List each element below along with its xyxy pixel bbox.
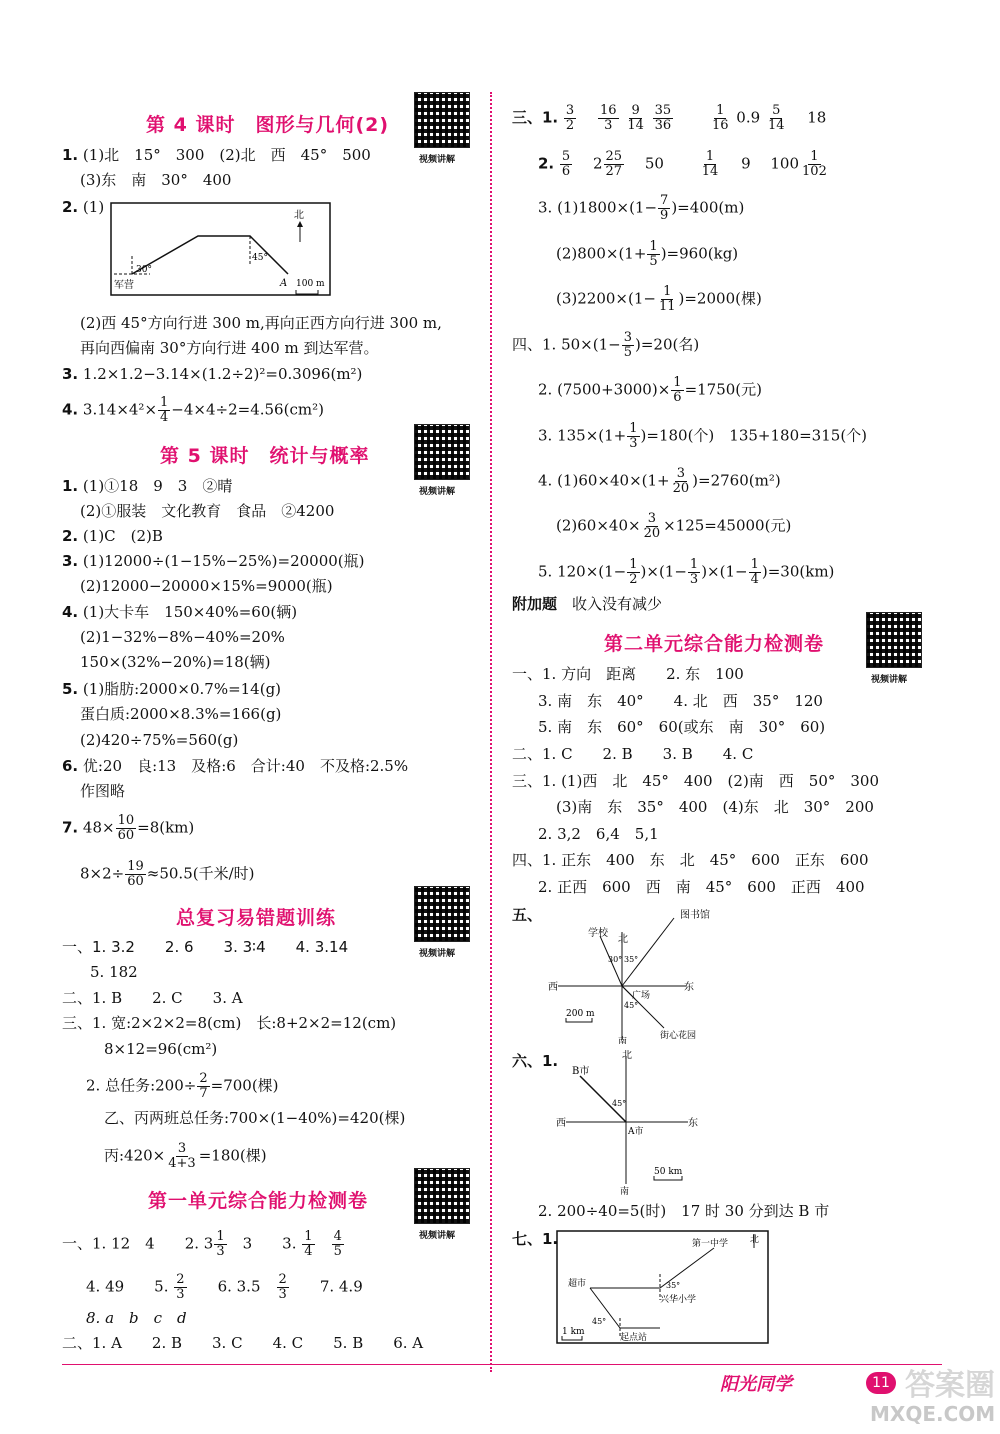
camp-label: 军营 — [114, 280, 134, 291]
fraction: $\frac{3}{4+3}$ — [168, 1141, 196, 1171]
fraction: $\frac{3}{20}$ — [672, 466, 690, 496]
fraction: $\frac{4}{5}$ — [333, 1229, 342, 1259]
fraction: $\frac{1}{2}$ — [629, 557, 638, 587]
answer-line: 三、1. (1)西 北 45° 400 (2)南 西 50° 300 — [512, 772, 880, 790]
scale-label: 100 m — [296, 279, 325, 289]
answer-line: 三、1. $\frac{3}{2}$ $\frac{16}{3}$ $\frac{9}{14}$ $\frac{35}{36}$ $\frac{1}{16}$ 0.9 $\frac{5}{14}$ 18 — [512, 103, 827, 133]
answer-line: 8×12=96(cm²) — [104, 1040, 218, 1058]
east-label: 东 — [684, 982, 694, 993]
a-city-label: A市 — [628, 1127, 644, 1137]
answer-line: 1. (1)①18 9 3 ②晴 — [62, 477, 233, 495]
section-title-unit1: 第一单元综合能力检测卷 — [148, 1190, 369, 1212]
answer-line: 7. 48× $\frac{10}{60}$ =8(km) — [62, 813, 195, 843]
answer-line: 8. a b c d — [86, 1309, 187, 1327]
answer-line: 作图略 — [80, 782, 126, 800]
answer-line: (2)1−32%−8%−40%=20% — [80, 628, 285, 646]
answer-line: (2)60×40× $\frac{3}{20}$ ×125=45000(元) — [556, 511, 792, 541]
qr-code-icon[interactable] — [414, 424, 470, 480]
answer-line: 4. (1)大卡车 150×40%=60(辆) — [62, 603, 298, 621]
answer-line: 4. 3.14×4²× $\frac{1}{4}$ −4×4÷2=4.56(cm²) — [62, 395, 324, 425]
plaza-label: 广场 — [632, 991, 651, 1001]
qr-code-icon[interactable] — [414, 886, 470, 942]
qr-label: 视频讲解 — [419, 487, 456, 497]
answer-line: 2. (1) — [62, 198, 105, 216]
scale-label: 200 m — [566, 1009, 595, 1019]
section-title-review: 总复习易错题训练 — [176, 907, 337, 929]
answer-line: (2)西 45°方向行进 300 m,再向正西方向行进 300 m, — [80, 314, 442, 332]
fraction: $\frac{2}{3}$ — [278, 1272, 287, 1302]
map-diagram-plaza — [540, 904, 740, 1044]
south-label: 南 — [618, 1037, 628, 1044]
brand-logo: 阳光同学 — [720, 1374, 792, 1395]
qr-label: 视频讲解 — [419, 949, 456, 959]
fraction: $\frac{2}{3}$ — [176, 1272, 185, 1302]
fraction: $\frac{5}{14}$ — [767, 103, 785, 133]
qr-label: 视频讲解 — [419, 1231, 456, 1241]
fraction: $\frac{16}{3}$ — [599, 103, 617, 133]
answer-line: 3. (1)12000÷(1−15%−25%)=20000(瓶) — [62, 552, 365, 570]
answer-line: 乙、丙两班总任务:700×(1−40%)=420(棵) — [104, 1109, 406, 1127]
north-label: 北 — [750, 1235, 760, 1245]
west-label: 西 — [556, 1118, 566, 1129]
start-label: 起点站 — [620, 1333, 648, 1343]
page-number: 11 — [866, 1372, 896, 1394]
fraction: $\frac{35}{36}$ — [654, 103, 672, 133]
answer-line: 5. 182 — [90, 963, 138, 981]
scale-label: 1 km — [562, 1327, 585, 1337]
b-city-label: B市 — [572, 1066, 590, 1077]
market-label: 超市 — [568, 1279, 587, 1289]
answer-line: (2)12000−20000×15%=9000(瓶) — [80, 577, 333, 595]
fraction: $\frac{1}{11}$ — [658, 284, 676, 314]
fraction: $\frac{1}{4}$ — [304, 1229, 313, 1259]
answer-line: 五、 — [512, 906, 543, 924]
fraction: $\frac{1}{4}$ — [160, 395, 169, 425]
angle-label: 45° — [592, 1317, 607, 1326]
qr-code-icon[interactable] — [414, 1168, 470, 1224]
angle-label: 45° — [252, 253, 268, 263]
answer-line: 三、1. 宽:2×2×2=8(cm) 长:8+2×2=12(cm) — [62, 1014, 397, 1032]
answer-line: 一、1. 12 4 2. 3 $\frac{1}{3}$ 3 3. $\frac{1}{4}$ $\frac{4}{5}$ — [62, 1229, 342, 1259]
answer-line: 蛋白质:2000×8.3%=166(g) — [80, 705, 282, 723]
answer-line: 2. 200÷40=5(时) 17 时 30 分到达 B 市 — [538, 1202, 830, 1220]
answer-line: 4. (1)60×40×(1+ $\frac{3}{20}$ )=2760(m²) — [538, 466, 781, 496]
answer-line: 2. 正西 600 西 南 45° 600 正西 400 — [538, 878, 865, 896]
xinghua-label: 兴华小学 — [660, 1295, 697, 1305]
angle-label: 30° — [608, 955, 623, 964]
fraction: $\frac{3}{5}$ — [623, 330, 632, 360]
fraction: $\frac{25}{27}$ — [605, 149, 623, 179]
answer-line: 七、1. — [512, 1230, 559, 1248]
angle-label: 30° — [136, 265, 152, 275]
answer-line: 8×2÷ $\frac{19}{60}$ ≈50.5(千米/时) — [80, 859, 255, 889]
answer-line: 2. (1)C (2)B — [62, 527, 163, 545]
angle-label: 35° — [624, 955, 639, 964]
fraction: $\frac{1}{14}$ — [701, 149, 719, 179]
scale-label: 50 km — [654, 1167, 683, 1177]
angle-label: 45° — [612, 1099, 627, 1108]
answer-line: 5. 120×(1− $\frac{1}{2}$ )×(1− $\frac{1}{3}$ )×(1− $\frac{1}{4}$ )=30(km) — [538, 557, 835, 587]
fraction: $\frac{1}{4}$ — [750, 557, 759, 587]
answer-line: 一、1. 方向 距离 2. 东 100 — [512, 665, 744, 683]
column-divider — [490, 92, 492, 1372]
fraction: $\frac{1}{102}$ — [802, 149, 827, 179]
answer-line: 5. 南 东 60° 60(或东 南 30° 60) — [538, 718, 826, 736]
watermark: 答案圈 — [905, 1368, 995, 1403]
angle-label: 45° — [624, 1001, 639, 1010]
answer-line: 1. (1)北 15° 300 (2)北 西 45° 500 — [62, 146, 371, 164]
route-diagram-school — [556, 1230, 770, 1348]
east-label: 东 — [688, 1118, 698, 1129]
qr-label: 视频讲解 — [871, 675, 908, 685]
answer-line: 2. 总任务:200÷ $\frac{2}{7}$ =700(棵) — [86, 1071, 279, 1101]
answer-line: 六、1. — [512, 1052, 559, 1070]
answer-line: 再向西偏南 30°方向行进 400 m 到达军营。 — [80, 339, 379, 357]
map-diagram-cities — [552, 1050, 702, 1196]
qr-code-icon[interactable] — [414, 92, 470, 148]
answer-line: (2)420÷75%=560(g) — [80, 731, 239, 749]
fraction: $\frac{7}{9}$ — [660, 193, 669, 223]
answer-line: 2. $\frac{5}{6}$ 2 $\frac{25}{27}$ 50 $\frac{1}{14}$ 9 100 $\frac{1}{102}$ — [538, 149, 827, 179]
garden-label: 街心花园 — [660, 1031, 697, 1041]
answer-line: 一、1. 3.2 2. 6 3. 3∶4 4. 3.14 — [62, 938, 349, 956]
fraction: $\frac{2}{7}$ — [199, 1071, 208, 1101]
north-label: 北 — [618, 934, 628, 945]
fraction: $\frac{19}{60}$ — [127, 859, 144, 889]
answer-line: 4. 49 5. $\frac{2}{3}$ 6. 3.5 $\frac{2}{3}$ 7. 4.9 — [86, 1272, 363, 1302]
answer-line: 二、1. B 2. C 3. A — [62, 989, 243, 1007]
fraction: $\frac{3}{2}$ — [565, 103, 575, 133]
answer-line: 5. (1)脂肪:2000×0.7%=14(g) — [62, 680, 282, 698]
answer-line: 3. 1.2×1.2−3.14×(1.2÷2)²=0.3096(m²) — [62, 365, 363, 383]
answer-line: (2)800×(1+ $\frac{1}{5}$ )=960(kg) — [556, 239, 739, 269]
answer-line: 二、1. C 2. B 3. B 4. C — [512, 745, 754, 763]
library-label: 图书馆 — [680, 910, 710, 921]
fraction: $\frac{1}{6}$ — [673, 375, 682, 405]
route-diagram-camp — [110, 202, 332, 298]
fraction: $\frac{1}{3}$ — [629, 421, 638, 451]
fraction: $\frac{1}{5}$ — [649, 239, 658, 269]
answer-line: 四、1. 50×(1− $\frac{3}{5}$ )=20(名) — [512, 330, 700, 360]
west-label: 西 — [548, 982, 558, 993]
answer-line: 6. 优:20 良:13 及格:6 合计:40 不及格:2.5% — [62, 757, 409, 775]
fraction: $\frac{3}{20}$ — [643, 511, 661, 541]
answer-line: 3. 135×(1+ $\frac{1}{3}$ )=180(个) 135+180=315(个) — [538, 421, 868, 451]
fraction: $\frac{1}{3}$ — [689, 557, 699, 587]
school-label: 第一中学 — [692, 1239, 729, 1249]
watermark: MXQE.COM — [870, 1402, 996, 1426]
angle-label: 35° — [666, 1281, 681, 1290]
point-a-label: A — [280, 278, 288, 289]
north-label: 北 — [294, 210, 304, 221]
answer-line: (3)东 南 30° 400 — [80, 171, 232, 189]
fraction: $\frac{10}{60}$ — [117, 813, 135, 843]
section-title-lesson4: 第 4 课时 图形与几何(2) — [146, 114, 390, 136]
section-title-lesson5: 第 5 课时 统计与概率 — [160, 445, 370, 467]
answer-line: 二、1. A 2. B 3. C 4. C 5. B 6. A — [62, 1334, 424, 1352]
answer-line: (3)2200×(1− $\frac{1}{11}$ )=2000(棵) — [556, 284, 762, 314]
answer-line: 2. 3,2 6,4 5,1 — [538, 825, 659, 843]
answer-line: 四、1. 正东 400 东 北 45° 600 正东 600 — [512, 851, 869, 869]
qr-label: 视频讲解 — [419, 155, 456, 165]
qr-code-icon[interactable] — [866, 612, 922, 668]
fraction: $\frac{5}{6}$ — [561, 149, 571, 179]
south-label: 南 — [620, 1187, 630, 1196]
answer-line: 3. (1)1800×(1− $\frac{7}{9}$ )=400(m) — [538, 193, 745, 223]
answer-line: 150×(32%−20%)=18(辆) — [80, 653, 271, 671]
school-label: 学校 — [588, 928, 608, 939]
north-label: 北 — [622, 1050, 632, 1061]
answer-line: 附加题 收入没有减少 — [512, 595, 663, 613]
answer-line: (3)南 东 35° 400 (4)东 北 30° 200 — [556, 798, 874, 816]
fraction: $\frac{1}{16}$ — [711, 103, 729, 133]
answer-line: 2. (7500+3000)× $\frac{1}{6}$ =1750(元) — [538, 375, 763, 405]
section-title-unit2: 第二单元综合能力检测卷 — [604, 633, 825, 655]
fraction: $\frac{9}{14}$ — [627, 103, 644, 133]
answer-line: (2)①服装 文化教育 食品 ②4200 — [80, 502, 335, 520]
answer-line: 丙:420× $\frac{3}{4+3}$ =180(棵) — [104, 1141, 267, 1171]
footer-rule — [62, 1364, 942, 1365]
fraction: $\frac{1}{3}$ — [216, 1229, 225, 1259]
answer-line: 3. 南 东 40° 4. 北 西 35° 120 — [538, 692, 823, 710]
